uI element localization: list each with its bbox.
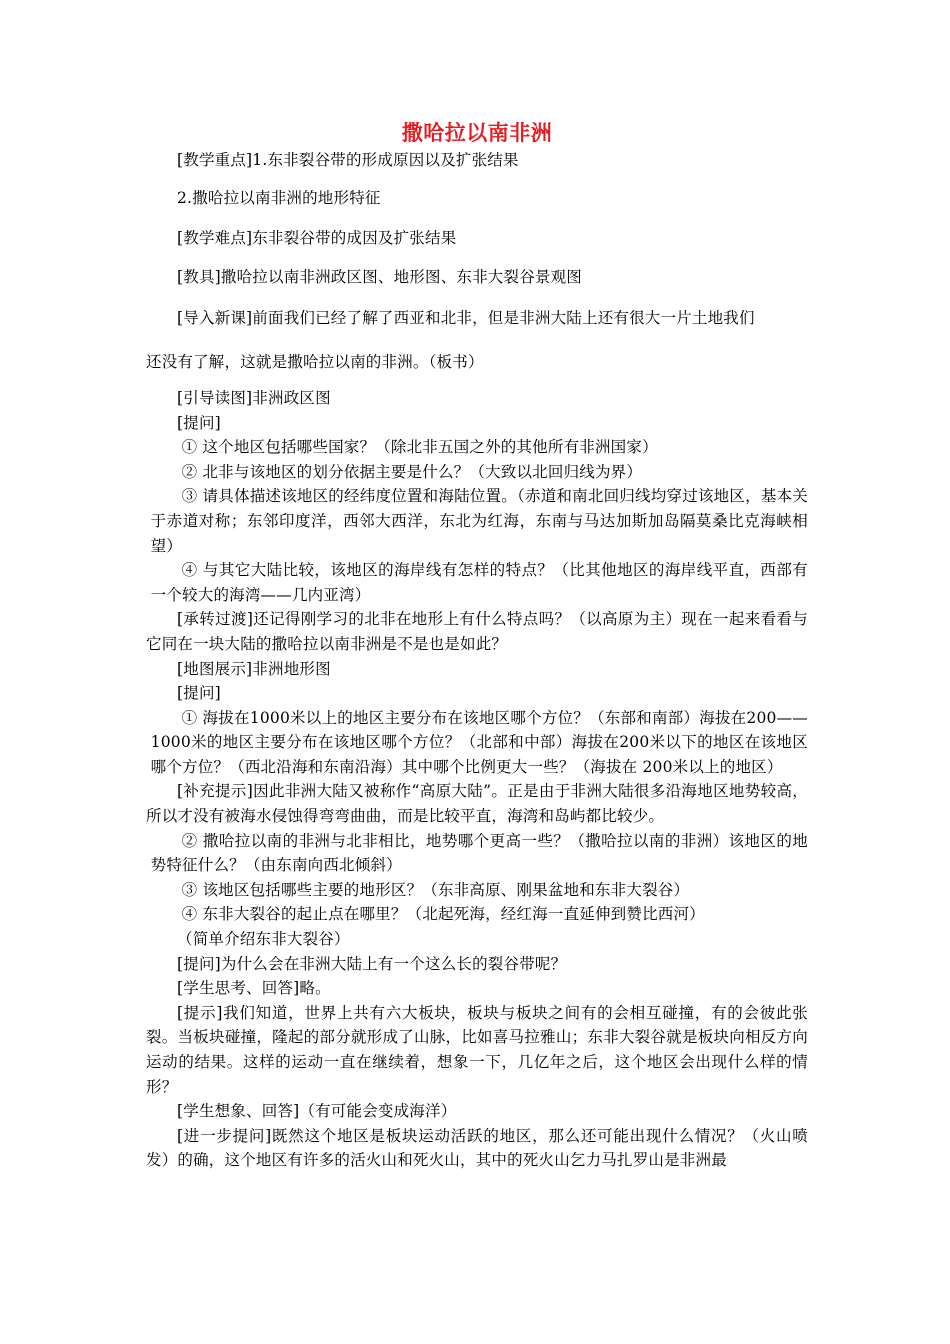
question-4: ④ 与其它大陆比较，该地区的海岸线有怎样的特点？（比其他地区的海岸线平直，西部有一个较大的海湾——几内亚湾）: [150, 561, 808, 604]
terrain-question-3: ③ 该地区包括哪些主要的地形区？（东非高原、刚果盆地和东非大裂谷）: [181, 880, 690, 899]
question-label-1: [提问]: [177, 413, 221, 432]
teaching-focus-2: 2.撒哈拉以南非洲的地形特征: [177, 189, 381, 207]
document-page: [146, 118, 808, 1173]
intro-line-1: [导入新课]前面我们已经了解了西亚和北非，但是非洲大陆上还有很大一片土地我们: [177, 308, 755, 327]
document-title: 撒哈拉以南非洲: [401, 121, 553, 145]
terrain-question-4: ④ 东非大裂谷的起止点在哪里？（北起死海，经红海一直延伸到赞比西河）: [181, 905, 705, 924]
terrain-question-1: ① 海拔在1000米以上的地区主要分布在该地区哪个方位？（东部和南部）海拔在200——1000米的地区主要分布在该地区哪个方位？（北部和中部）海拔在200米以下的地区在该地区哪个方位？（西北沿海和东南沿海）其中哪个比例更大一些？（海拔在 200米以上的地区）: [150, 708, 808, 776]
question-rift: [提问]为什么会在非洲大陆上有一个这么长的裂谷带呢？: [177, 954, 567, 973]
further-question: [进一步提问]既然这个地区是板块运动活跃的地区，那么还可能出现什么情况？（火山喷发）的确，这个地区有许多的活火山和死火山，其中的死火山乞力马扎罗山是非洲最: [146, 1126, 808, 1170]
question-2: ② 北非与该地区的划分依据主要是什么？（大致以北回归线为界）: [181, 462, 643, 481]
question-3: ③ 请具体描述该地区的经纬度位置和海陆位置。（赤道和南北回归线均穿过该地区，基本关于赤道对称；东邻印度洋，西邻大西洋，东北为红海，东南与马达加斯加岛隔莫桑比克海峡相望）: [150, 487, 808, 555]
terrain-question-2: ② 撒哈拉以南的非洲与北非相比，地势哪个更高一些？（撒哈拉以南的非洲）该地区的地势特征什么？（由东南向西北倾斜）: [150, 831, 808, 875]
student-answer-2: [学生想象、回答]（有可能会变成海洋）: [177, 1102, 457, 1121]
map-display: [地图展示]非洲地形图: [177, 659, 331, 678]
transition: [承转过渡]还记得刚学习的北非在地形上有什么特点吗？（以高原为主）现在一起来看看与它同在一块大陆的撒哈拉以南非洲是不是也是如此？: [146, 610, 808, 653]
plate-hint: [提示]我们知道，世界上共有六大板块，板块与板块之间有的会相互碰撞，有的会彼此张裂。当板块碰撞，隆起的部分就形成了山脉，比如喜马拉雅山；东非大裂谷就是板块向相反方向运动的结果。这样的运动一直在继续着，想象一下，几亿年之后，这个地区会出现什么样的情形？: [146, 1003, 808, 1096]
teaching-tools: [教具]撒哈拉以南非洲政区图、地形图、东非大裂谷景观图: [177, 268, 582, 287]
student-answer-1: [学生思考、回答]略。: [177, 979, 331, 998]
guide-map: [引导读图]非洲政区图: [177, 388, 331, 407]
question-1: ① 这个地区包括哪些国家？（除北非五国之外的其他所有非洲国家）: [181, 438, 658, 457]
supplement-hint: [补充提示]因此非洲大陆又被称作“高原大陆”。正是由于非洲大陆很多沿海地区地势较高，所以才没有被海水侵蚀得弯弯曲曲，而是比较平直，海湾和岛屿都比较少。: [146, 782, 808, 826]
teaching-focus: [教学重点]1.东非裂谷带的形成原因以及扩张结果: [177, 151, 519, 169]
question-label-2: [提问]: [177, 684, 221, 703]
rift-intro: （简单介绍东非大裂谷）: [177, 930, 350, 949]
intro-line-2: 还没有了解，这就是撒哈拉以南的非洲。（板书）: [146, 353, 484, 372]
teaching-difficulty: [教学难点]东非裂谷带的成因及扩张结果: [177, 228, 457, 247]
intro-block: [146, 306, 808, 375]
